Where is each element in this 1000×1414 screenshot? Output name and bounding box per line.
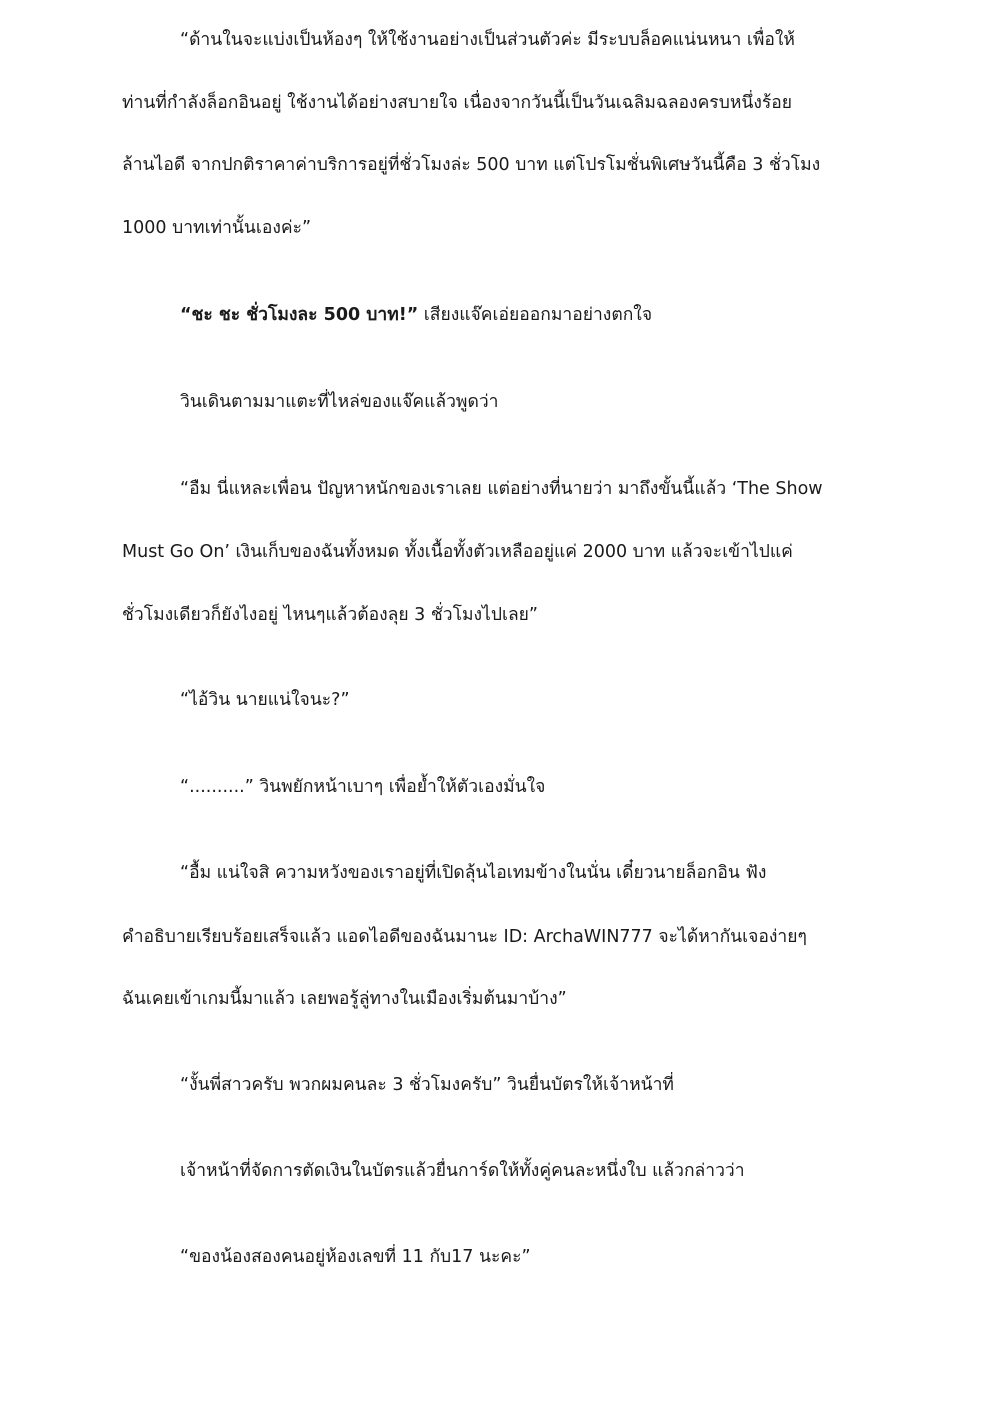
text-line: “ของน้องสองคนอยู่ห้องเลขที่ 11 กับ17 นะคะ” [180, 1247, 531, 1267]
text-line: ฉันเคยเข้าเกมนี้มาแล้ว เลยพอรู้ลู่ทางในเมืองเริ่มต้นมาบ้าง” [122, 989, 567, 1009]
text-line: 1000 บาทเท่านั้นเองค่ะ” [122, 218, 312, 238]
text-line: “งั้นพี่สาวครับ พวกผมคนละ 3 ชั่วโมงครับ” วินยื่นบัตรให้เจ้าหน้าที่ [180, 1075, 674, 1095]
text-line: “อืม นี่แหละเพื่อน ปัญหาหนักของเราเลย แต่อย่างที่นายว่า มาถึงขั้นนี้แล้ว ‘The Show [180, 479, 823, 499]
text-line: “อื้ม แน่ใจสิ ความหวังของเราอยู่ที่เปิดลุ้นไอเทมข้างในนั่น เดี๋ยวนายล็อกอิน ฟัง [180, 863, 767, 883]
text-line: Must Go On’ เงินเก็บของฉันทั้งหมด ทั้งเนื้อทั้งตัวเหลืออยู่แค่ 2000 บาท แล้วจะเข้าไปแค่ [122, 542, 793, 562]
text-line: ท่านที่กำลังล็อกอินอยู่ ใช้งานได้อย่างสบายใจ เนื่องจากวันนี้เป็นวันเฉลิมฉลองครบหนึ่งร้อย [122, 93, 793, 113]
bold-dialogue: “ชะ ชะ ชั่วโมงละ 500 บาท!” [180, 305, 419, 325]
text-line: วินเดินตามมาแตะที่ไหล่ของแจ๊คแล้วพูดว่า [180, 392, 499, 412]
text-line: คำอธิบายเรียบร้อยเสร็จแล้ว แอดไอดีของฉันมานะ ID: ArchaWIN777 จะได้หากันเจอง่ายๆ [122, 927, 807, 947]
narration: เสียงแจ๊คเอ่ยออกมาอย่างตกใจ [418, 305, 653, 325]
text-line: “ด้านในจะแบ่งเป็นห้องๆ ให้ใช้งานอย่างเป็นส่วนตัวค่ะ มีระบบล็อคแน่นหนา เพื่อให้ [180, 30, 795, 50]
text-line: ชั่วโมงเดียวก็ยังไงอยู่ ไหนๆแล้วต้องลุย 3 ชั่วโมงไปเลย” [122, 605, 538, 625]
text-line: เจ้าหน้าที่จัดการตัดเงินในบัตรแล้วยื่นการ์ดให้ทั้งคู่คนละหนึ่งใบ แล้วกล่าวว่า [180, 1161, 745, 1181]
text-line: “..........” วินพยักหน้าเบาๆ เพื่อย้ำให้ตัวเองมั่นใจ [180, 777, 546, 797]
text-line: “ไอ้วิน นายแน่ใจนะ?” [180, 690, 350, 710]
text-line: ล้านไอดี จากปกติราคาค่าบริการอยู่ที่ชั่วโมงล่ะ 500 บาท แต่โปรโมชั่นพิเศษวันนี้คือ 3 ชั่วโมง [122, 155, 821, 175]
dialogue-line [180, 303, 950, 327]
